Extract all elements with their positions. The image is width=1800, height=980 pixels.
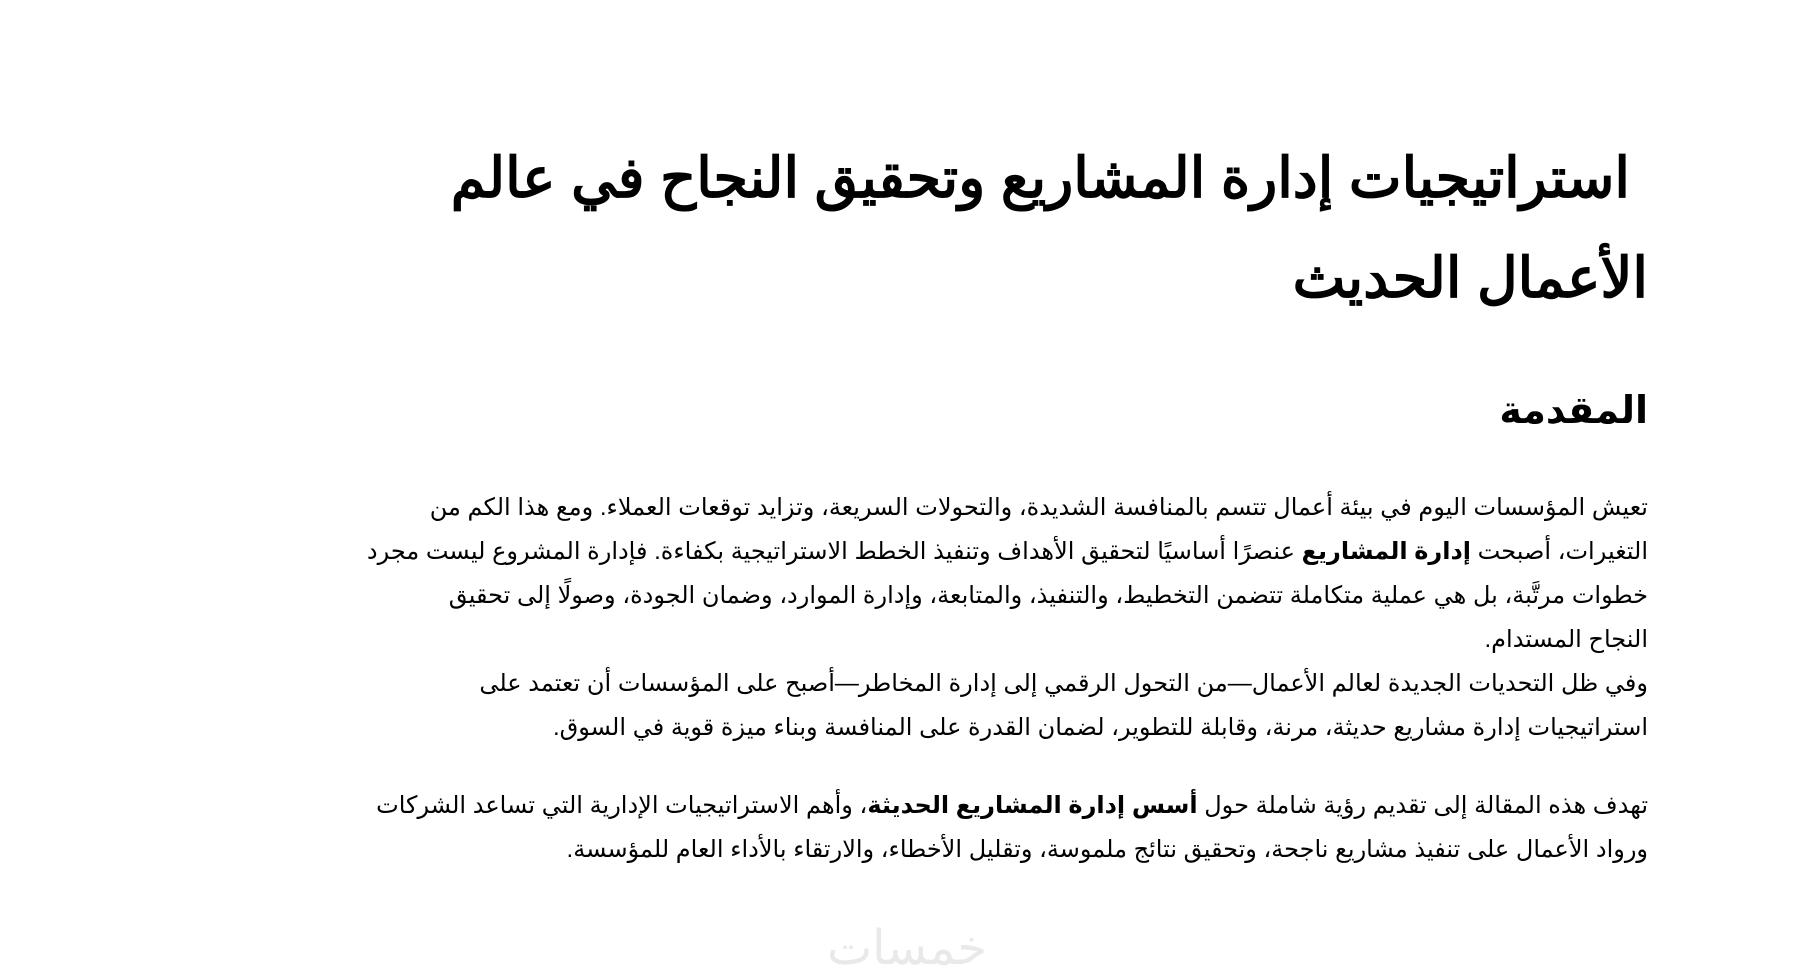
paragraph-line: ورواد الأعمال على تنفيذ مشاريع ناجحة، وتحقيق نتائج ملموسة، وتقليل الأخطاء، والارتقاء بالأداء العام للمؤسسة. bbox=[566, 836, 1648, 863]
page-title bbox=[300, 128, 1648, 328]
text-run: تهدف هذه المقالة إلى تقديم رؤية شاملة حول bbox=[1197, 792, 1648, 819]
text-run: عنصرًا أساسيًا لتحقيق الأهداف وتنفيذ الخطط الاستراتيجية بكفاءة. فإدارة المشروع ليست مجرد bbox=[366, 538, 1302, 565]
section-heading: المقدمة bbox=[1499, 390, 1648, 432]
text-run: ، وأهم الاستراتيجيات الإدارية التي تساعد الشركات bbox=[376, 792, 868, 819]
paragraph-aim bbox=[188, 784, 1648, 872]
paragraph-line bbox=[188, 784, 1648, 828]
title-line-1: استراتيجيات إدارة المشاريع وتحقيق النجاح في عالم bbox=[450, 146, 1630, 209]
paragraph-challenges bbox=[188, 662, 1648, 750]
paragraph-line: خطوات مرتَّبة، بل هي عملية متكاملة تتضمن التخطيط، والتنفيذ، والمتابعة، وإدارة الموارد، وضمان الجودة، وصولًا إلى تحقيق bbox=[448, 582, 1648, 609]
paragraph-intro bbox=[188, 486, 1648, 662]
watermark-logo: خمسات bbox=[826, 920, 988, 976]
document-content bbox=[188, 128, 1648, 872]
paragraph-line: استراتيجيات إدارة مشاريع حديثة، مرنة، وقابلة للتطوير، لضمان القدرة على المنافسة وبناء ميزة قوية في السوق. bbox=[552, 714, 1648, 741]
paragraph-line bbox=[188, 530, 1648, 574]
paragraph-line: وفي ظل التحديات الجديدة لعالم الأعمال—من التحول الرقمي إلى إدارة المخاطر—أصبح على المؤسسات أن تعتمد على bbox=[479, 670, 1648, 697]
bold-term: أسس إدارة المشاريع الحديثة bbox=[867, 792, 1198, 819]
bold-term: إدارة المشاريع bbox=[1301, 538, 1472, 565]
paragraph-line: النجاح المستدام. bbox=[1484, 626, 1648, 653]
paragraph-line: تعيش المؤسسات اليوم في بيئة أعمال تتسم بالمنافسة الشديدة، والتحولات السريعة، وتزايد توقعات العملاء. ومع هذا الكم من bbox=[429, 494, 1648, 521]
text-run: التغيرات، أصبحت bbox=[1471, 538, 1648, 565]
title-line-2: الأعمال الحديث bbox=[1292, 246, 1648, 309]
